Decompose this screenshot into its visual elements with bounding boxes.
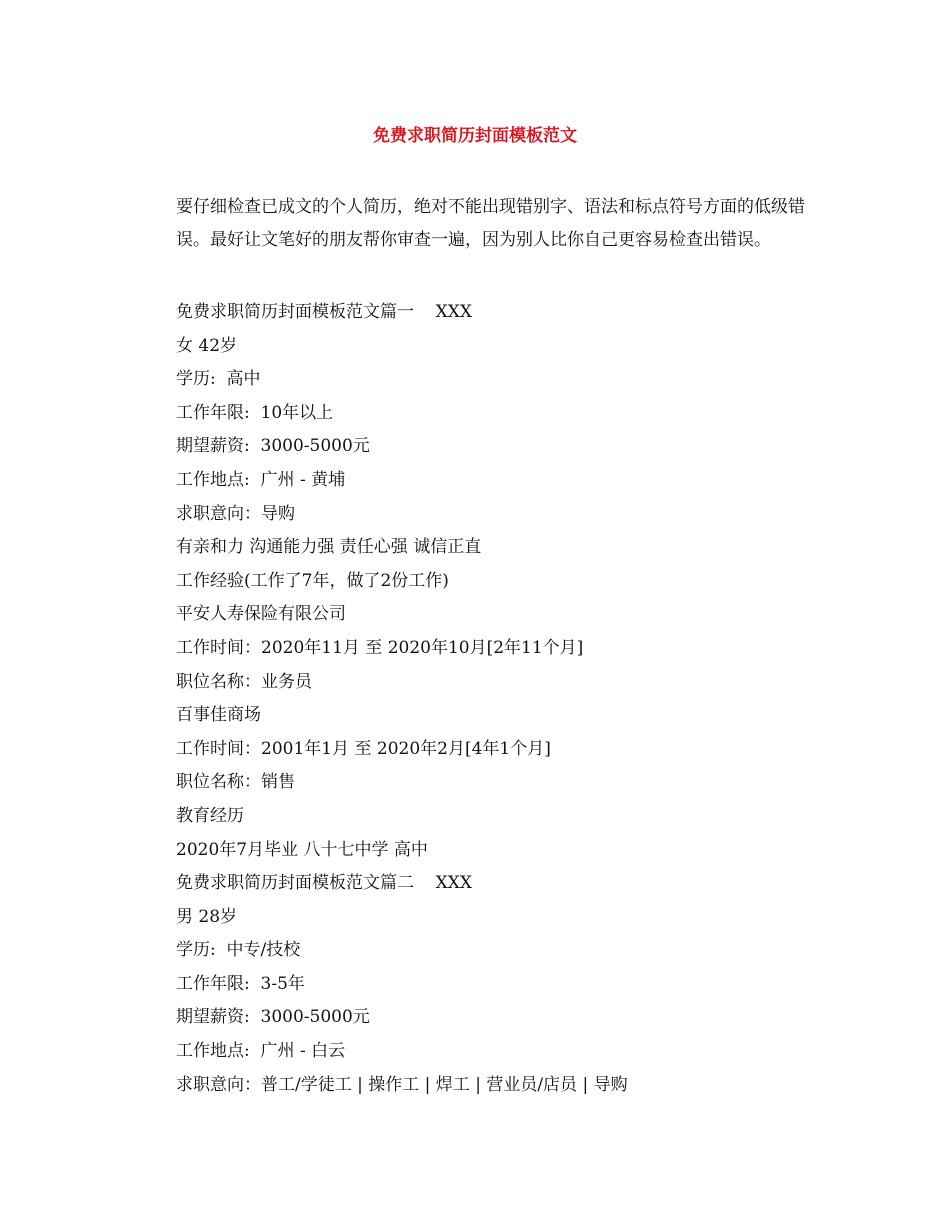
resume-line: 平安人寿保险有限公司 — [176, 604, 346, 625]
resume-line: 求职意向：导购 — [176, 503, 295, 524]
resume-line: 女 42岁 — [176, 335, 238, 356]
resume-line: 工作地点: 广州 - 黄埔 — [176, 469, 346, 490]
resume-line: 学历: 高中 — [176, 369, 261, 390]
resume-line: 工作时间：2020年11月 至 2020年10月[2年11个月] — [176, 637, 584, 658]
resume-line: 学历: 中专/技校 — [176, 940, 301, 961]
intro-paragraph — [176, 191, 818, 257]
resume-line: 男 28岁 — [176, 906, 238, 927]
document-title: 免费求职简历封面模板范文 — [373, 126, 577, 146]
resume-line: 工作时间：2001年1月 至 2020年2月[4年1个月] — [176, 738, 551, 759]
resume-line: 工作地点: 广州 - 白云 — [176, 1041, 346, 1062]
resume-line: 期望薪资: 3000-5000元 — [176, 436, 370, 457]
resume-line: 求职意向：普工/学徒工 | 操作工 | 焊工 | 营业员/店员 | 导购 — [176, 1074, 628, 1095]
resume-line: 有亲和力 沟通能力强 责任心强 诚信正直 — [176, 537, 482, 558]
resume-line: 职位名称：业务员 — [176, 671, 312, 692]
resume-line: 免费求职简历封面模板范文篇一 XXX — [176, 302, 472, 322]
resume-line: 教育经历 — [176, 805, 244, 826]
resume-line: 期望薪资: 3000-5000元 — [176, 1007, 370, 1028]
resume-line: 工作年限: 10年以上 — [176, 402, 334, 423]
intro-text: 要仔细检查已成文的个人简历，绝对不能出现错别字、语法和标点符号方面的低级错误。最好让文笔好的朋友帮你审查一遍，因为别人比你自己更容易检查出错误。 — [176, 197, 805, 250]
resume-line: 百事佳商场 — [176, 705, 261, 726]
resume-line: 免费求职简历封面模板范文篇二 XXX — [176, 873, 472, 894]
resume-line: 2020年7月毕业 八十七中学 高中 — [176, 839, 428, 860]
resume-line: 职位名称：销售 — [176, 772, 295, 793]
resume-line: 工作经验(工作了7年，做了2份工作) — [176, 570, 449, 591]
resume-lines — [176, 296, 816, 1102]
resume-line: 工作年限: 3-5年 — [176, 973, 305, 994]
